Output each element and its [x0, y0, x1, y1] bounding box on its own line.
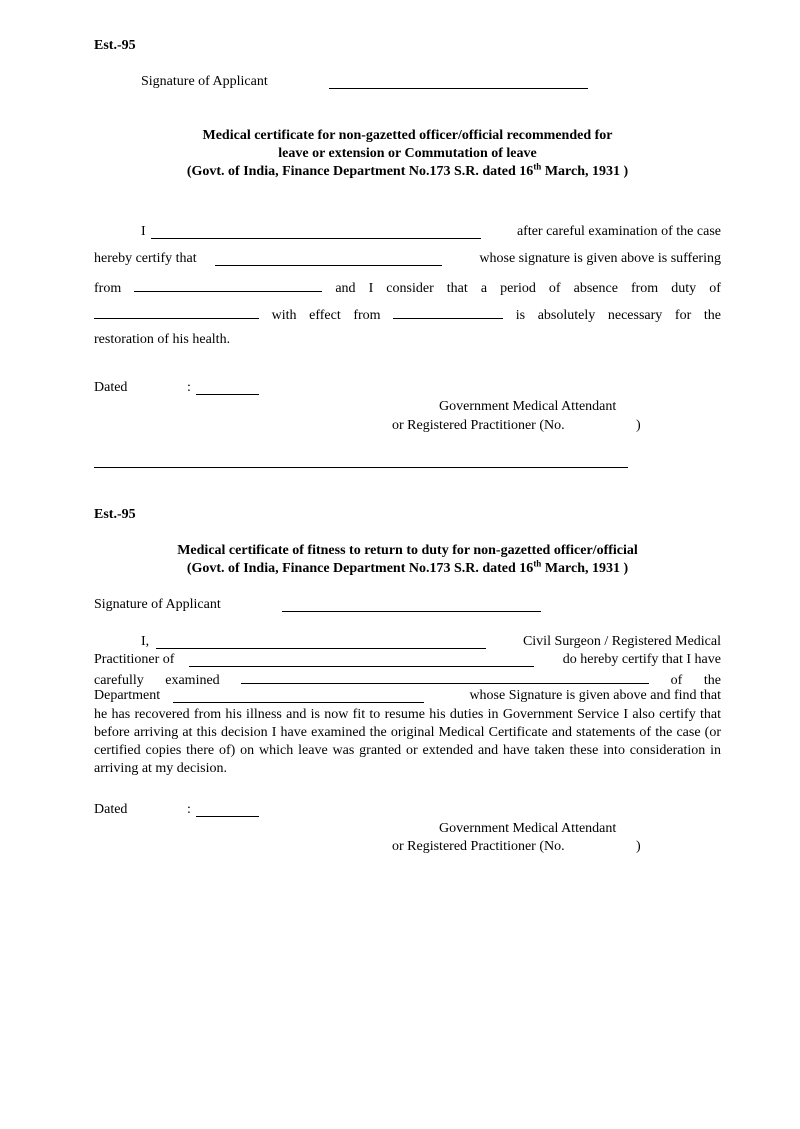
form2-doctor-name-blank[interactable]	[156, 648, 486, 649]
form1-word: necessary	[607, 308, 663, 323]
form2-signature-line[interactable]	[282, 611, 541, 612]
form2-word: the	[703, 673, 721, 688]
form1-dated-colon: :	[187, 380, 191, 395]
form2-civil-surgeon: Civil Surgeon / Registered Medical	[522, 634, 721, 649]
form2-word: carefully	[94, 673, 144, 688]
form1-word: effect	[309, 308, 341, 323]
form2-line3	[94, 670, 721, 689]
form2-title-line1: Medical certificate of fitness to return to duty for non-gazetted officer/official	[177, 543, 638, 558]
form1-doctor-name-blank[interactable]	[151, 238, 481, 239]
form1-line3	[94, 278, 721, 297]
form1-signature-line[interactable]	[329, 88, 588, 89]
form2-signature-label: Signature of Applicant	[94, 597, 221, 612]
form1-word: of	[548, 281, 561, 296]
form1-line4	[94, 305, 721, 324]
form1-from: from	[94, 281, 122, 296]
form1-i: I	[141, 224, 146, 239]
form1-signature-label: Signature of Applicant	[141, 74, 268, 89]
form1-word: from	[353, 308, 381, 323]
form1-title-reference: (Govt. of India, Finance Department No.173 S.R. dated 16th March, 1931 )	[186, 161, 629, 179]
form1-word: a	[480, 281, 488, 296]
form1-word: with	[271, 308, 297, 323]
form1-after-careful: after careful examination of the case	[516, 224, 721, 239]
section-divider	[94, 467, 628, 468]
form2-date-blank[interactable]	[196, 816, 259, 817]
form1-word: period	[500, 281, 536, 296]
form2-department: Department	[94, 688, 161, 703]
form1-word: absolutely	[537, 308, 596, 323]
form1-hereby-certify: hereby certify that	[94, 251, 197, 266]
form1-word: the	[703, 308, 721, 323]
form1-practitioner: or Registered Practitioner (No.	[392, 418, 565, 433]
form2-code: Est.-95	[94, 507, 136, 522]
form2-dated-colon: :	[187, 802, 191, 817]
form2-hospital-blank[interactable]	[189, 666, 534, 667]
form1-period-blank[interactable]	[94, 305, 259, 319]
form1-word: consider	[386, 281, 434, 296]
form1-code: Est.-95	[94, 38, 136, 53]
form2-title-reference: (Govt. of India, Finance Department No.173 S.R. dated 16th March, 1931 )	[186, 558, 629, 576]
form1-title-line2: leave or extension or Commutation of leave	[278, 146, 537, 161]
form1-word: of	[709, 281, 721, 296]
form2-do-hereby: do hereby certify that I have	[562, 652, 721, 667]
form2-examined-blank[interactable]	[241, 670, 649, 684]
form2-practitioner-of: Practitioner of	[94, 652, 175, 667]
form1-word: for	[674, 308, 692, 323]
form1-attendant: Government Medical Attendant	[439, 399, 617, 414]
form2-department-blank[interactable]	[173, 702, 424, 703]
form2-whose-signature: whose Signature is given above and find that	[469, 688, 721, 703]
form2-i: I,	[141, 634, 150, 649]
form1-dated-label: Dated	[94, 380, 128, 395]
form1-effect-date-blank[interactable]	[393, 305, 503, 319]
form2-body-text: he has recovered from his illness and is now fit to resume his duties in Government Service I also certify that before arriving at this decision I have examined the original Medical Certificate and statements of the case (or certified copies there of) on which leave was granted or extended and have taken these into consideration in arriving at my decision.	[94, 707, 721, 776]
form1-date-blank[interactable]	[196, 394, 259, 395]
form1-word: absence	[573, 281, 618, 296]
form1-word: duty	[671, 281, 697, 296]
form1-word: that	[446, 281, 468, 296]
form1-word: is	[515, 308, 526, 323]
form1-whose-signature: whose signature is given above is suffering	[479, 251, 721, 266]
form1-close-paren: )	[636, 418, 641, 433]
form2-attendant: Government Medical Attendant	[439, 821, 617, 836]
form1-title-line1: Medical certificate for non-gazetted officer/official recommended for	[202, 128, 613, 143]
form1-word: I	[368, 281, 374, 296]
form2-dated-label: Dated	[94, 802, 128, 817]
form1-illness-blank[interactable]	[134, 278, 322, 292]
form1-restoration: restoration of his health.	[94, 332, 231, 347]
form1-word: and	[335, 281, 356, 296]
form2-practitioner: or Registered Practitioner (No.	[392, 839, 565, 854]
form1-word: from	[630, 281, 659, 296]
form1-patient-name-blank[interactable]	[215, 265, 442, 266]
form2-word: of	[670, 673, 683, 688]
form2-close-paren: )	[636, 839, 641, 854]
form2-word: examined	[165, 673, 220, 688]
